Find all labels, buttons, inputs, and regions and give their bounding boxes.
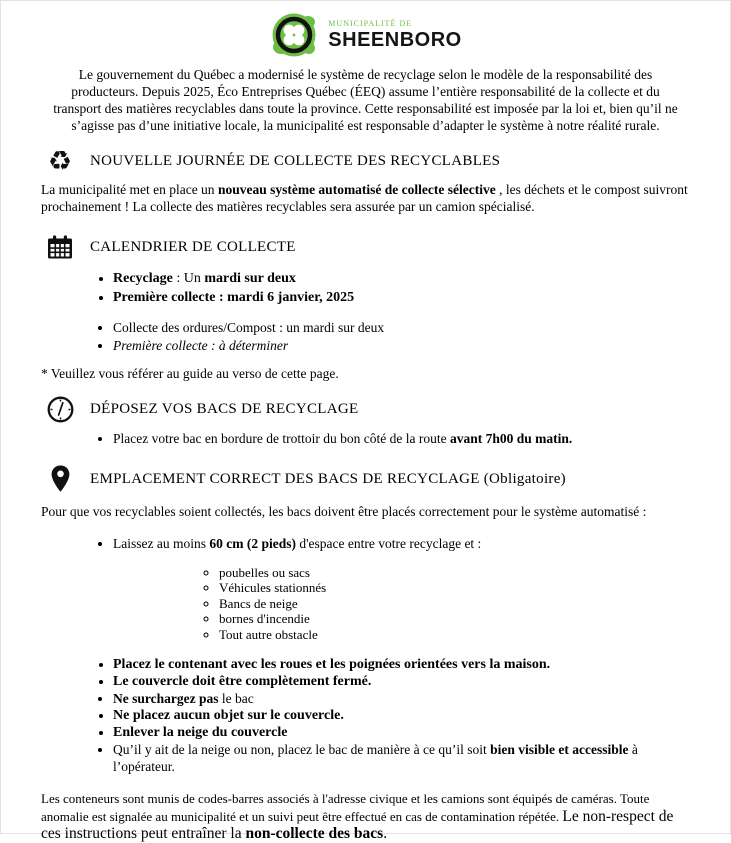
text-run: le bac — [218, 691, 254, 706]
text-run: à l’opérateur. — [113, 742, 638, 774]
list-item — [113, 656, 690, 673]
text-run-large: . — [383, 825, 388, 842]
text-run-bold: Enlever la neige du couvercle — [113, 725, 288, 740]
logo-name: SHEENBORO — [328, 29, 462, 51]
placement-paragraph: Pour que vos recyclables soient collectés, les bacs doivent être placés correctement pour le système automatisé : — [41, 504, 647, 519]
clover-logo-icon — [269, 10, 319, 60]
text-run-bold: avant 7h00 du matin. — [450, 431, 573, 446]
list-item — [113, 269, 690, 288]
list-item: ◦ bornes d'incendie — [219, 611, 690, 627]
section-title: DÉPOSEZ VOS BACS DE RECYCLAGE — [90, 401, 359, 417]
list-item: ◦ Tout autre obstacle — [219, 627, 690, 643]
list-item: ◦ poubelles ou sacs — [219, 565, 690, 581]
list-item — [113, 673, 690, 690]
list-item — [113, 690, 690, 707]
recycle-icon: ♻ — [47, 145, 73, 177]
section-heading-recycling-day — [41, 145, 690, 177]
text-run: : Un — [172, 270, 205, 286]
municipality-logo — [41, 9, 690, 61]
list-item: ◦ Bancs de neige — [219, 596, 690, 612]
section-title: CALENDRIER DE COLLECTE — [90, 239, 296, 255]
text-run-bold: mardi sur deux — [204, 270, 296, 286]
section-heading-calendar — [41, 235, 690, 261]
calendar-list-garbage — [41, 319, 690, 355]
list-item — [113, 429, 690, 448]
list-item — [113, 288, 690, 307]
location-pin-icon — [43, 464, 77, 494]
guide-note: * Veuillez vous référer au guide au verso de cette page. — [41, 365, 339, 381]
recycling-day-paragraph — [41, 181, 690, 216]
list-item: ◦ Véhicules stationnés — [219, 580, 690, 596]
text-run: Qu’il y ait de la neige ou non, placez le bac de manière à ce qu’il soit — [113, 742, 491, 757]
dropoff-list — [41, 429, 690, 448]
text-run-bold: Placez le contenant avec les roues et les poignées orientées vers la maison. — [113, 657, 551, 672]
text-run: La municipalité met en place un — [41, 181, 218, 197]
text-run-bold: 60 cm (2 pieds) — [209, 535, 296, 551]
text-run-large-bold: non-collecte des bacs — [245, 825, 384, 842]
notice-page — [1, 9, 730, 843]
list-item — [113, 337, 690, 355]
calendar-list-recycling — [41, 269, 690, 307]
text-run: , les déchets et le compost suivront prochainement ! La collecte des matières recyclables sera assurée par un camion spécialisé. — [41, 181, 688, 214]
text-run: Placez votre bac en bordure de trottoir du bon côté de la route — [113, 431, 450, 446]
section-title: NOUVELLE JOURNÉE DE COLLECTE DES RECYCLABLES — [90, 152, 501, 169]
logo-tagline: MUNICIPALITÉ DE — [328, 19, 413, 28]
calendar-icon — [43, 235, 77, 261]
text-run: Les conteneurs sont munis de codes-barres associés à l'adresse civique et les camions sont équipés de caméras. Toute anomalie est signalée au municipalité et un suivi peut être effectué en cas de contamination répétée. — [41, 791, 650, 824]
placement-rules-list — [41, 656, 690, 775]
text-run: Laissez au moins — [113, 535, 210, 551]
footer-paragraph — [41, 790, 690, 843]
logo-text — [328, 20, 461, 50]
text-run-large: Le non-respect de ces instructions peut entraîner la — [41, 807, 674, 842]
clock-icon — [43, 395, 77, 424]
text-run-bold: Ne surchargez pas — [113, 691, 219, 706]
text-run-bold: Recyclage — [113, 270, 173, 286]
text-run: d'espace entre votre recyclage et : — [295, 535, 482, 551]
list-item: • Collecte des ordures/Compost : un mardi sur deux — [113, 319, 690, 337]
text-run-italic: Première collecte : à déterminer — [113, 337, 289, 353]
list-item — [113, 741, 690, 775]
obstacles-list — [41, 565, 690, 643]
list-item — [113, 707, 690, 724]
text-run-bold: Première collecte : mardi 6 janvier, 2025 — [113, 289, 355, 305]
section-title: EMPLACEMENT CORRECT DES BACS DE RECYCLAGE (Obligatoire) — [90, 470, 566, 487]
intro-paragraph: Le gouvernement du Québec a modernisé le système de recyclage selon le modèle de la responsabilité des producteurs. Depuis 2025, Éco Entreprises Québec (ÉEQ) assume l’entière responsabilité de la collecte et du transport des matières recyclables dans toute la province. Cette responsabilité est imposée par la loi et, bien qu’il ne s’agisse pas d’une initiative locale, la municipalité est responsable d’adapter le système à notre réalité rurale. — [53, 67, 678, 133]
list-item — [113, 724, 690, 741]
text-run-bold: Le couvercle doit être complètement fermé. — [113, 674, 372, 689]
section-heading-dropoff — [41, 395, 690, 424]
text-run-bold: bien visible et accessible — [490, 742, 629, 757]
section-heading-placement — [41, 464, 690, 494]
text-run-bold: Ne placez aucun objet sur le couvercle. — [113, 708, 344, 723]
text-run-bold: nouveau système automatisé de collecte sélective — [217, 181, 496, 197]
list-item — [113, 534, 690, 553]
spacing-list — [41, 534, 690, 553]
